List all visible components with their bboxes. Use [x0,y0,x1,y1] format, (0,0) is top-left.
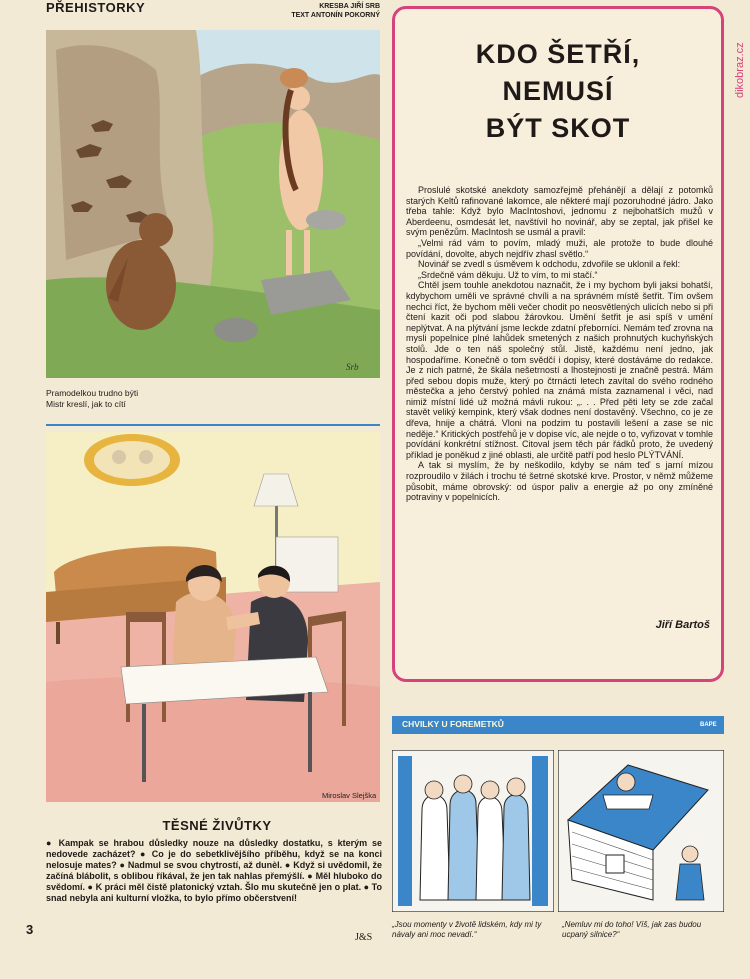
credit-writer: TEXT ANTONÍN POKORNÝ [291,12,380,19]
headline-line-2: NEMUSÍ [502,76,614,106]
article-paragraph: „Srdečně vám děkuju. Už to vím, to mi stačí.“ [418,269,598,280]
article-paragraph: „Velmi rád vám to povím, mladý muži, ale protože to bude dlouhé povídání, dovolte, abych nejdřív zhasl světlo.“ [406,237,713,259]
article-paragraph: Chtěl jsem touhle anekdotou naznačit, že i my bychom byli jaksi bohatší, kdybychom uměli ve správné chvíli a na správném místě šetřit. Tím ovšem nechci říct, že bychom měli večer chodit po neosvětlených ulicích nebo si při čtení kazit oči pod slabou žárovkou. Umění šetřit je asi spíš v umění neplýtvat. A na plýtvání jsme leckde zdatní přeborníci. Nemám teď zrovna na mysli popelnice plné lahůdek smetených z našich prohnutých kuchyňských stolů. Jde o ten náš společný stůl. Jistě, každému není jedno, jak hospodaříme. Konečně o tom svědčí i dopisy, které dostáváme do redakce. Je z nich patrné, že škála nešetrností a lhostejnosti je značně pestrá. Mám před sebou dopis muže, který po čtrnácti letech zavítal do svého rodného městečka a jeho čerstvý pohled na známá místa zaznamenal i věci, nad nimiž místní lidé už možná mávli rukou: „. . . Před pěti lety se zde začal stavět veliký kempink, který však dodnes není dostavěný. Všechno, co je ze dřeva, hnije a chátrá. Vloni na podzim tu postavili lešení a zase se nic neděje.“ Kritických postřehů je v dopise víc, ale nejde o to, vyřizovat v tomhle povídání konkrétní stížnost. Citoval jsem těch pár řádků proto, že uvedený příklad je poněkud z jiné oblasti, ale určitě patří pod heslo PLÝTVÁNÍ. [406,280,713,460]
site-url: dikobraz.cz [734,42,746,98]
cartoon-artist: Miroslav Slejška [322,791,377,800]
arm-wrestling-couple-drawing [46,432,380,802]
article-paragraph: Proslulé skotské anekdoty samozřejmě přehánějí a dělají z potomků starých Keltů rafinované lakomce, ale některé mají pozoruhodné jádro. Jako třeba tahle: Když bylo MacIntoshovi, jednomu z nejbohatších mužů v Aberdeenu, osmdesát let, navštívil ho novinář, aby se zeptal, jak přišel ke svým penězům. MacIntosh se usmál a pravil: [406,185,713,238]
section-title: PŘEHISTORKY [46,0,146,15]
cave-scene-drawing [46,30,380,378]
comic-panel-right [558,750,724,912]
comic-caption-left: „Jsou momenty v životě lidském, kdy mi ty návaly ani moc nevadí.“ [392,920,542,939]
comic-strip-title: CHVILKY U FOREMETKŮ [402,719,504,729]
caption-line-2: Mistr kreslí, jak to cítí [46,399,126,409]
illustrator-signature: Srb [346,362,359,372]
article-body [406,185,713,503]
publisher-mark: J&S [355,932,373,943]
section-divider [46,424,380,426]
article-paragraph: A tak si myslím, že by neškodilo, kdyby se nám teď s jarní mízou rozproudilo v žilách i trochu té šetrné skotské krve. Prostor, v němž můžeme působit, máme obrovský: od úspor paliv a energie až po ony zmíněné potraviny v popelnicích. [406,460,713,503]
cartoon-aphorisms: ● Kampak se hrabou důsledky nouze na důsledky dostatku, s kterým se nedovede zacházet? ● Co je do sebetklivějšího příběhu, když se na konci nelosuje mates? ● Nadmul se svou chytrostí, až dunèl. ● Když si uvědomil, že začíná blábolit, s oblibou říkával, že jen tak nahlas přemýšlí. ● Měl hluboko do svědomí. ● K práci měl čistě platonický vztah. Šlo mu skutečně jen o plat. ● To snad nebyla ani kulturní vložka, to bylo přímo občerstvení! [46,838,382,903]
prehistoric-illustration [46,30,380,378]
caption-line-1: Pramodelkou trudno býti [46,388,139,398]
article-headline [402,36,714,147]
comic-strip-tag: BAPE [700,722,717,728]
comic-caption-right: „Nemluv mi do toho! Víš, jak zas budou ucpaný silnice?“ [562,920,702,939]
comic-panel-left [392,750,554,912]
headline-line-3: BÝT SKOT [485,113,631,143]
couple-cartoon [46,432,380,802]
article-byline: Jiří Bartoš [655,619,710,631]
page-number: 3 [26,922,34,937]
site-watermark [729,6,747,116]
headline-line-1: KDO ŠETŘÍ, [475,39,641,69]
illustration-caption [46,388,346,410]
credit-illustrator: KRESBA JIŘÍ SRB [319,3,380,10]
cartoon-title: TĚSNÉ ŽIVŮTKY [162,818,272,833]
crowd-panel-drawing [392,750,554,912]
cottage-panel-drawing [558,750,724,912]
article-paragraph: Novinář se zvedl s úsměvem k odchodu, zdvořile se uklonil a řekl: [418,259,681,270]
illustration-credit [268,2,380,20]
